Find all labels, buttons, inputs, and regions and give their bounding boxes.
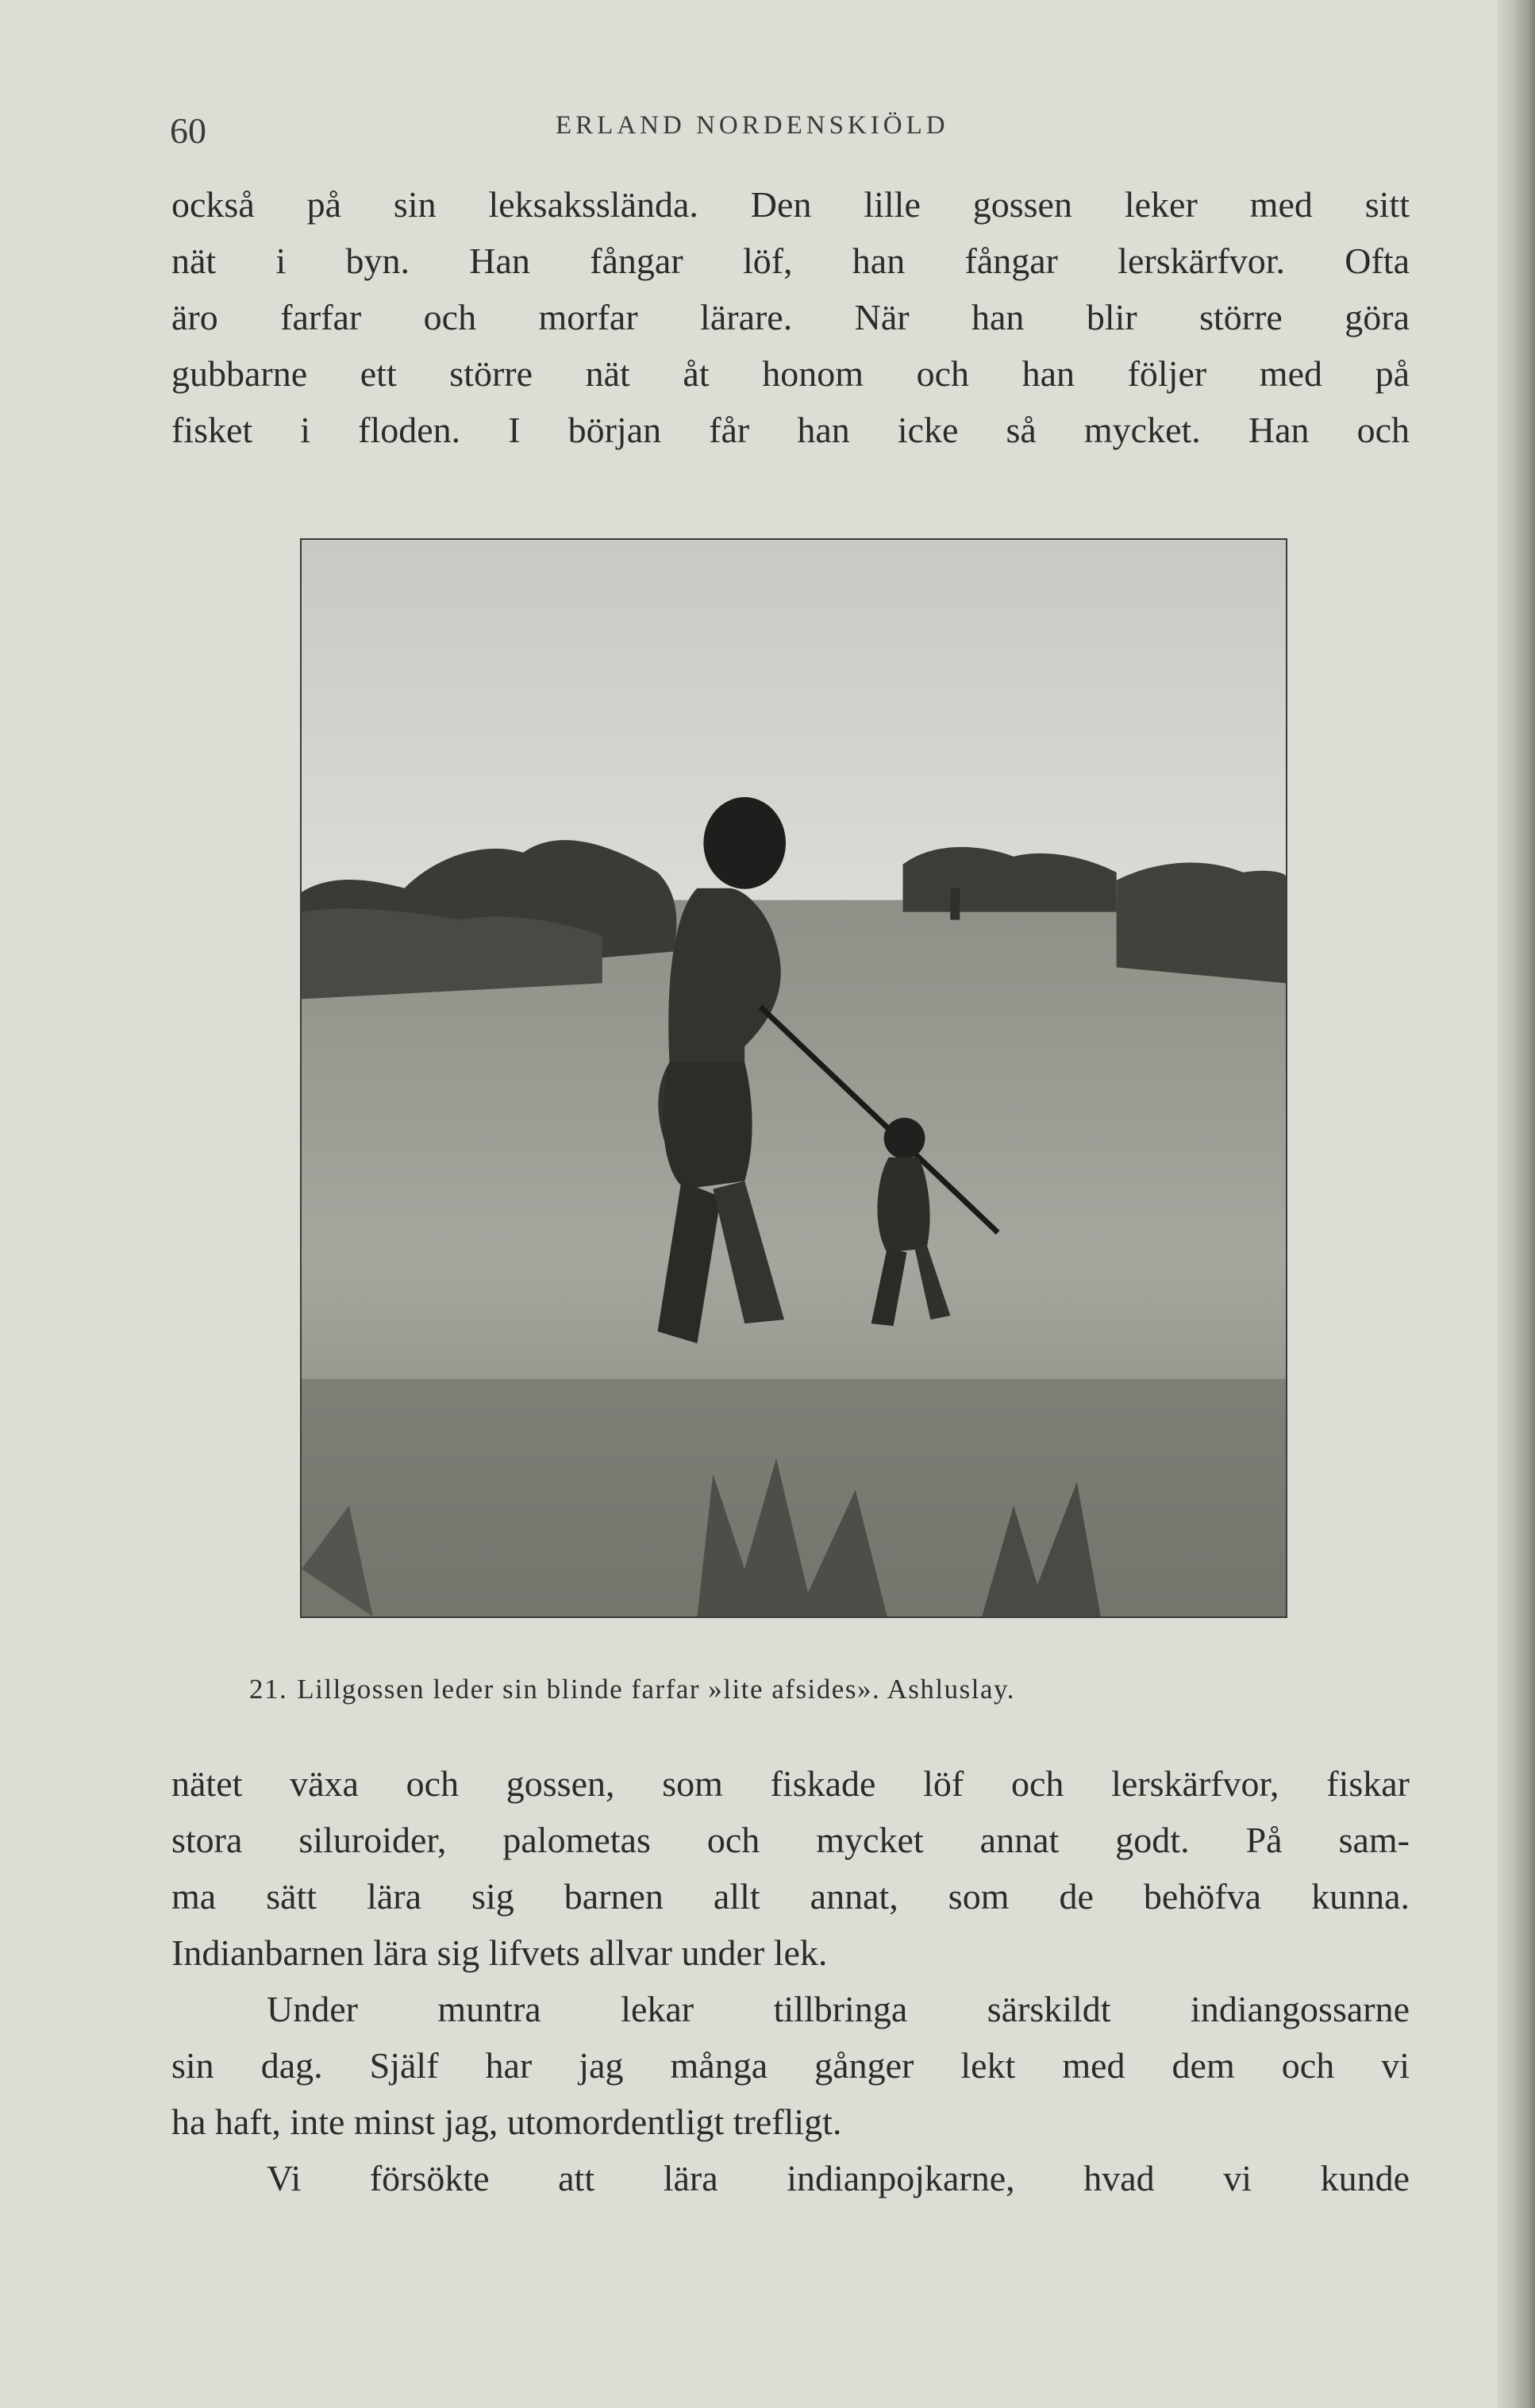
text-line: gubbarne ett större nät åt honom och han följer med på	[171, 353, 1410, 394]
figure-photograph	[300, 538, 1287, 1618]
running-head: ERLAND NORDENSKIÖLD	[556, 111, 949, 140]
figure-caption-text: Lillgossen leder sin blinde farfar »lite afsides». Ashluslay.	[297, 1674, 1015, 1705]
text-line: äro farfar och morfar lärare. När han blir större göra	[171, 297, 1410, 337]
figure-number: 21.	[249, 1674, 288, 1705]
text-line: fisket i floden. I början får han icke så mycket. Han och	[171, 410, 1410, 450]
figure-caption	[249, 1674, 1360, 1705]
text-line: nätet växa och gossen, som fiskade löf och lerskärfvor, fiskar	[171, 1763, 1410, 1804]
paragraph-bottom	[171, 1755, 1410, 2206]
text-line: också på sin leksaksslända. Den lille gossen leker med sitt	[171, 184, 1410, 225]
text-line: sin dag. Själf har jag många gånger lekt med dem och vi	[171, 2045, 1410, 2086]
text-line: ha haft, inte minst jag, utomordentligt trefligt.	[171, 2102, 842, 2142]
paragraph-top	[171, 176, 1410, 458]
page-edge-shadow	[1497, 0, 1535, 2408]
text-line: ma sätt lära sig barnen allt annat, som de behöfva kunna.	[171, 1876, 1410, 1917]
text-line: nät i byn. Han fångar löf, han fångar lerskärfvor. Ofta	[171, 241, 1410, 281]
text-line: Indianbarnen lära sig lifvets allvar under lek.	[171, 1932, 828, 1973]
text-line: stora siluroider, palometas och mycket annat godt. På sam-	[171, 1820, 1410, 1860]
text-line: Vi försökte att lära indianpojkarne, hvad vi kunde	[267, 2158, 1410, 2198]
text-line: Under muntra lekar tillbringa särskildt indiangossarne	[267, 1989, 1410, 2029]
photograph-man-and-boy	[302, 540, 1286, 1616]
page-number: 60	[170, 110, 206, 151]
